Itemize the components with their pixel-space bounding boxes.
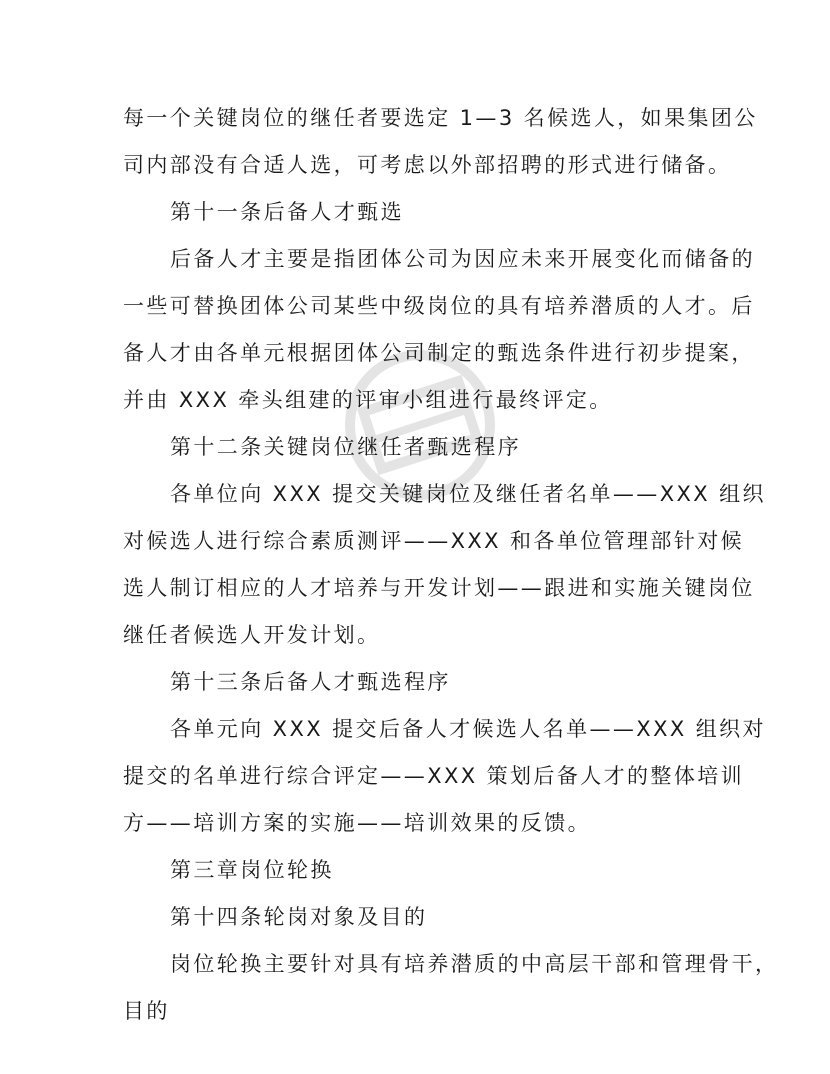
paragraph-line-13: 方——培训方案的实施——培训效果的反馈。	[123, 811, 591, 835]
paragraph-line-14: 岗位轮换主要针对具有培养潜质的中高层干部和管理骨干，	[170, 952, 779, 976]
paragraph-line-15: 目的	[123, 999, 170, 1023]
paragraph-line-6: 并由 XXX 牵头组建的评审小组进行最终评定。	[123, 388, 613, 412]
paragraph-line-4: 一些可替换团体公司某些中级岗位的具有培养潜质的人才。后	[123, 294, 755, 318]
article-heading-14: 第十四条轮岗对象及目的	[170, 905, 428, 929]
paragraph-line-1: 每一个关键岗位的继任者要选定 1—3 名候选人，如果集团公	[123, 106, 758, 130]
paragraph-line-10: 继任者候选人开发计划。	[123, 623, 381, 647]
paragraph-line-12: 提交的名单进行综合评定——XXX 策划后备人才的整体培训	[123, 764, 745, 788]
chapter-heading-3: 第三章岗位轮换	[170, 858, 334, 882]
paragraph-line-8: 对候选人进行综合素质测评——XXX 和各单位管理部针对候	[123, 529, 745, 553]
paragraph-line-7: 各单位向 XXX 提交关键岗位及继任者名单——XXX 组织	[170, 482, 766, 506]
paragraph-line-3: 后备人才主要是指团体公司为因应未来开展变化而储备的	[170, 247, 755, 271]
paragraph-line-9: 选人制订相应的人才培养与开发计划——跟进和实施关键岗位	[123, 576, 755, 600]
article-heading-11: 第十一条后备人才甄选	[170, 200, 404, 224]
paragraph-line-11: 各单元向 XXX 提交后备人才候选人名单——XXX 组织对	[170, 717, 766, 741]
paragraph-line-5: 备人才由各单元根据团体公司制定的甄选条件进行初步提案，	[123, 341, 755, 365]
article-heading-12: 第十二条关键岗位继任者甄选程序	[170, 435, 521, 459]
article-heading-13: 第十三条后备人才甄选程序	[170, 670, 451, 694]
paragraph-line-2: 司内部没有合适人选，可考虑以外部招聘的形式进行储备。	[123, 153, 732, 177]
